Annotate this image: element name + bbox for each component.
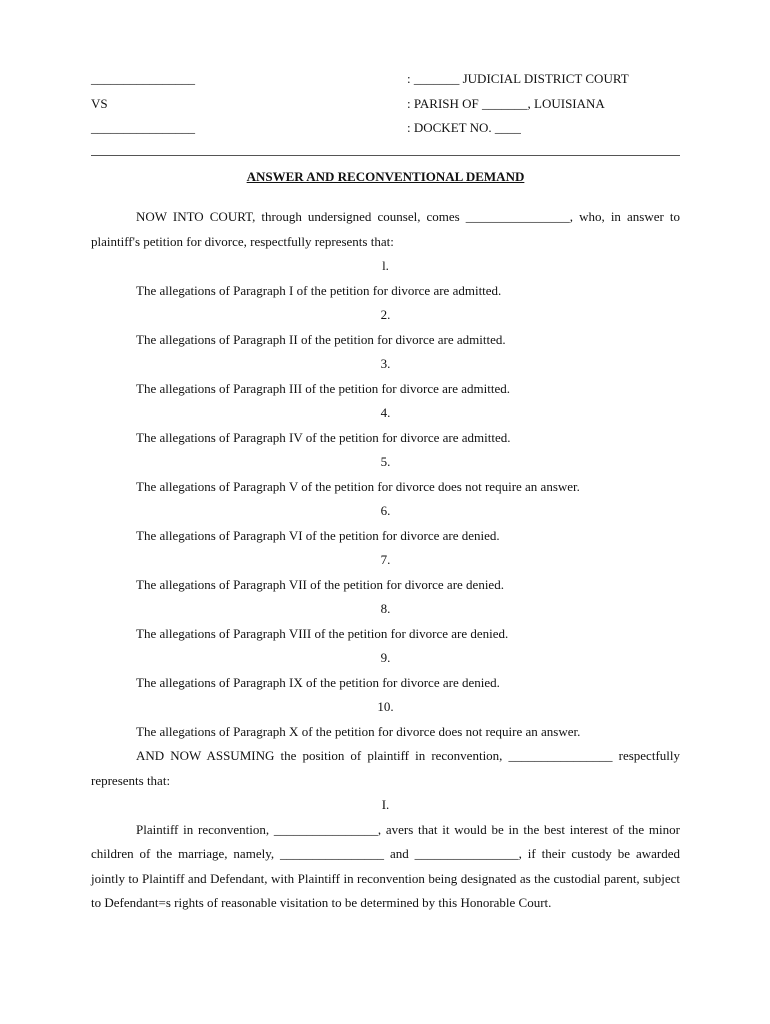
- document-title: ANSWER AND RECONVENTIONAL DEMAND: [246, 169, 525, 184]
- paragraph-number: 6.: [380, 503, 391, 518]
- caption-row: [91, 119, 681, 144]
- paragraph-number: 8.: [380, 601, 391, 616]
- defendant-name-blank: ________________: [91, 120, 195, 135]
- paragraph-text: The allegations of Paragraph IX of the petition for divorce are denied.: [136, 674, 500, 690]
- reconvention-number: I.: [381, 797, 390, 812]
- parish-name: : PARISH OF _______, LOUISIANA: [407, 95, 605, 111]
- caption-divider: [91, 155, 680, 156]
- paragraph-number: 2.: [380, 307, 391, 322]
- paragraph-text: The allegations of Paragraph II of the petition for divorce are admitted.: [136, 331, 506, 347]
- paragraph-number: 4.: [380, 405, 391, 420]
- paragraph-text: The allegations of Paragraph V of the petition for divorce does not require an answer.: [136, 478, 580, 494]
- paragraph-number: 7.: [380, 552, 391, 567]
- paragraph-text: The allegations of Paragraph X of the petition for divorce does not require an answer.: [136, 723, 581, 739]
- paragraph-text: The allegations of Paragraph I of the petition for divorce are admitted.: [136, 282, 502, 298]
- paragraph-text: The allegations of Paragraph VIII of the petition for divorce are denied.: [136, 625, 509, 641]
- paragraph-number: 10.: [377, 699, 394, 714]
- paragraph-text: The allegations of Paragraph VI of the petition for divorce are denied.: [136, 527, 500, 543]
- case-caption: [91, 70, 681, 144]
- court-name: : _______ JUDICIAL DISTRICT COURT: [407, 71, 629, 86]
- paragraph-number: 9.: [380, 650, 391, 665]
- paragraph-text: The allegations of Paragraph VII of the petition for divorce are denied.: [136, 576, 504, 592]
- paragraph-number: 3.: [380, 356, 391, 371]
- docket-number: : DOCKET NO. ____: [407, 120, 521, 135]
- paragraph-number: l.: [382, 258, 389, 273]
- paragraph-text: The allegations of Paragraph IV of the petition for divorce are admitted.: [136, 429, 511, 445]
- versus-label: VS: [91, 95, 108, 111]
- paragraph-number: 5.: [380, 454, 391, 469]
- reconvention-intro: AND NOW ASSUMING the position of plaintiff in reconvention, ________________ respectfully represents that:: [91, 748, 680, 788]
- paragraph-text: The allegations of Paragraph III of the petition for divorce are admitted.: [136, 380, 510, 396]
- intro-paragraph: NOW INTO COURT, through undersigned counsel, comes ________________, who, in answer to plaintiff's petition for divorce, respectfully represents that:: [91, 209, 680, 249]
- document-body: [91, 205, 680, 916]
- caption-row: [91, 70, 681, 95]
- reconvention-paragraph: Plaintiff in reconvention, ________________, avers that it would be in the best interest of the minor children of the marriage, namely, ________________ and ________________, if their custody be awarded jointly to Plaintiff and Defendant, with Plaintiff in reconvention being designated as the custodial parent, subject to Defendant=s rights of reasonable visitation to be determined by this Honorable Court.: [91, 821, 680, 910]
- plaintiff-name-blank: ________________: [91, 71, 195, 86]
- caption-row: [91, 95, 681, 120]
